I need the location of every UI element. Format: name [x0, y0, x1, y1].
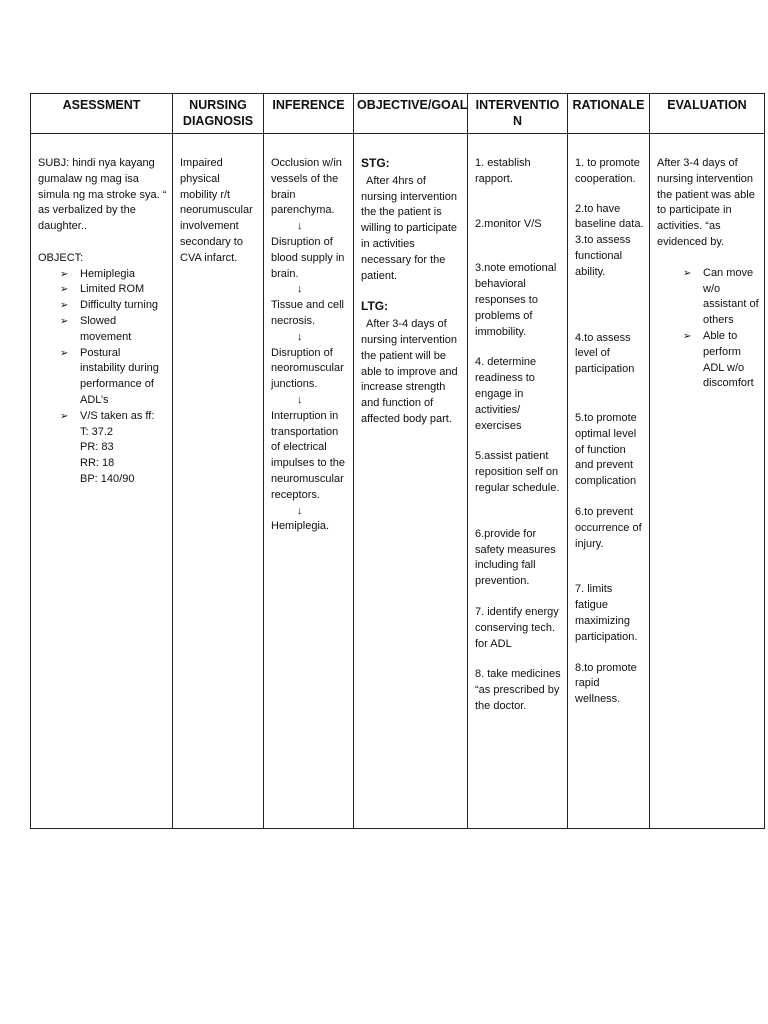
rationale-item: 4.to assess level of participation [575, 331, 635, 376]
intervention-item: 1. establish rapport. [475, 157, 531, 185]
inference-step: Tissue and cell necrosis. [271, 299, 344, 327]
inference-step: Disruption of blood supply in brain. [271, 235, 345, 280]
vital-temperature: T: 37.2 [80, 425, 114, 438]
header-assessment: ASESSMENT [31, 94, 173, 134]
header-nursing-diagnosis: NURSING DIAGNOSIS [173, 94, 264, 134]
arrow-bullet-icon: ➢ [60, 315, 69, 327]
rationale-item: 7. limits fatigue maximizing participation. [575, 583, 638, 643]
list-item: ➢ Slowed movement [60, 314, 132, 343]
list-item: ➢ Able to perform ADL w/o discomfort [683, 329, 754, 390]
stg-text: After 4hrs of nursing intervention the the patient is willing to participate in activities necessary for the patient. [361, 174, 458, 282]
intervention-cell [468, 134, 568, 829]
list-item: ➢ Postural instability during performance of ADL’s [60, 346, 159, 406]
header-objective-goal: OBJECTIVE/GOAL [354, 94, 468, 134]
arrow-bullet-icon: ➢ [60, 410, 69, 422]
list-item: ➢ V/S taken as ff: [60, 409, 167, 425]
arrow-bullet-icon: ➢ [60, 347, 69, 359]
vital-pulse-rate: PR: 83 [80, 441, 114, 454]
content-row [31, 134, 765, 829]
rationale-item: 3.to assess functional ability. [575, 234, 631, 278]
arrow-bullet-icon: ➢ [60, 268, 69, 280]
intervention-item: 8. take medicines “as prescribed by the doctor. [475, 668, 561, 712]
header-intervention: INTERVENTIO N [468, 94, 568, 134]
intervention-item: 4. determine readiness to engage in activities/ exercises [475, 356, 537, 432]
diagnosis-cell [173, 134, 264, 829]
ltg-label: LTG: [361, 299, 389, 314]
rationale-cell [568, 134, 650, 829]
arrow-bullet-icon: ➢ [60, 300, 69, 312]
rationale-item: 6.to prevent occurrence of injury. [575, 505, 642, 550]
list-item: ➢ Can move w/o assistant of others [683, 266, 759, 327]
rationale-item: 5.to promote optimal level of function and prevent complication [575, 411, 637, 488]
inference-cell [264, 134, 354, 829]
objective-list [38, 267, 167, 425]
diagnosis-text: Impaired physical mobility r/t neorumuscular involvement secondary to CVA infarct. [180, 157, 253, 264]
inference-step: Interruption in transportation of electrical impulses to the neuromuscular receptors. [271, 409, 345, 501]
evaluation-list [657, 266, 759, 392]
arrow-bullet-icon: ➢ [60, 284, 69, 296]
list-item: ➢ Difficulty turning [60, 298, 167, 314]
down-arrow-icon: ↓ [297, 330, 303, 343]
list-item: ➢ Limited ROM [60, 282, 167, 298]
intervention-item: 3.note emotional behavioral responses to problems of immobility. [475, 262, 557, 338]
vital-blood-pressure: BP: 140/90 [80, 472, 135, 485]
down-arrow-icon: ↓ [297, 393, 303, 406]
ltg-text: After 3-4 days of nursing intervention the patient will be able to improve and increase strength and function of affected body part. [361, 318, 458, 425]
arrow-bullet-icon: ➢ [683, 267, 692, 279]
objective-cell [354, 134, 468, 829]
assessment-cell [31, 134, 173, 829]
intervention-item: 2.monitor V/S [475, 217, 542, 230]
header-inference: INFERENCE [264, 94, 354, 134]
header-rationale: RATIONALE [568, 94, 650, 134]
header-evaluation: EVALUATION [650, 94, 765, 134]
inference-step: Hemiplegia. [271, 520, 330, 533]
header-row [31, 94, 765, 134]
intervention-item: 7. identify energy conserving tech. for ADL [475, 605, 559, 650]
intervention-item: 5.assist patient reposition self on regular schedule. [475, 450, 560, 494]
inference-step: Disruption of neoromuscular junctions. [271, 346, 344, 391]
nursing-care-plan-table [30, 93, 765, 829]
vital-respiratory-rate: RR: 18 [80, 457, 115, 470]
rationale-item: 1. to promote cooperation. [575, 157, 640, 185]
arrow-bullet-icon: ➢ [683, 330, 692, 342]
down-arrow-icon: ↓ [297, 283, 303, 296]
subjective-data: SUBJ: hindi nya kayang gumalaw ng mag isa simula ng ma stroke sya. “ as verbalized by the daughter.. [38, 157, 167, 233]
down-arrow-icon: ↓ [297, 220, 303, 233]
stg-label: STG: [361, 156, 390, 170]
rationale-item: 8.to promote rapid wellness. [575, 661, 637, 706]
objective-label: OBJECT: [38, 251, 84, 264]
evaluation-cell [650, 134, 765, 829]
down-arrow-icon: ↓ [297, 504, 303, 517]
rationale-item: 2.to have baseline data. [575, 202, 644, 231]
intervention-item: 6.provide for safety measures including fall prevention. [475, 527, 556, 588]
inference-step: Occlusion w/in vessels of the brain parenchyma. [271, 157, 342, 217]
list-item: ➢ Hemiplegia [60, 267, 167, 283]
evaluation-text: After 3-4 days of nursing intervention the patient was able to participate in activities. “as evidenced by. [657, 157, 755, 248]
